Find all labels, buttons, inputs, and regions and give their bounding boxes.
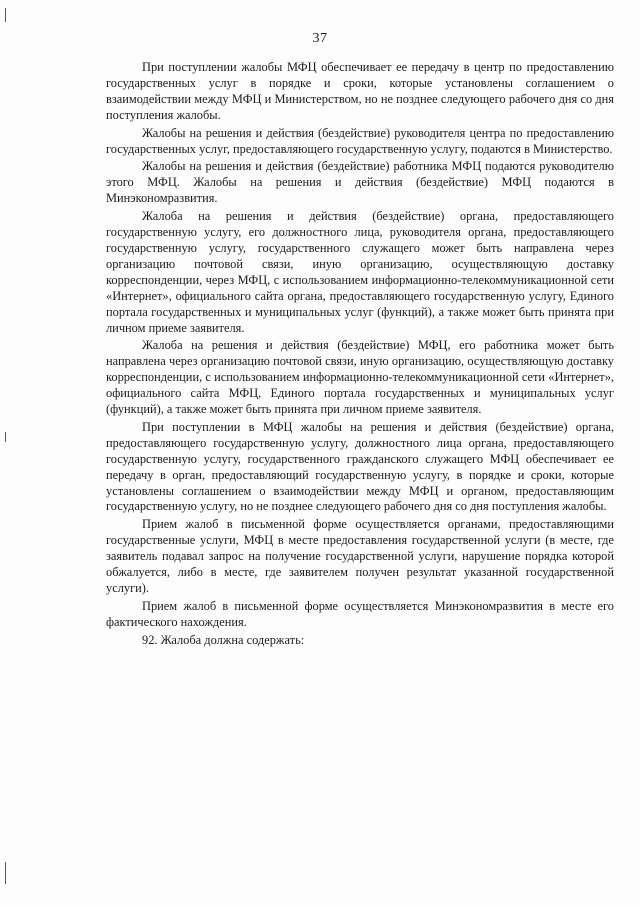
- scan-mark-middle: [5, 432, 6, 442]
- paragraph-mfc-transfer: При поступлении жалобы МФЦ обеспечивает ее передачу в центр по предоставлению государственных услуг в порядке и сроки, которые установлены соглашением о взаимодействии между МФЦ и Министерством, но не позднее следующего рабочего дня со дня поступления жалобы.: [106, 60, 614, 122]
- scan-mark-bottom: [5, 862, 6, 884]
- paragraph-complaint-contents: 92. Жалоба должна содержать:: [142, 632, 305, 647]
- paragraph-mfc-forwarding: При поступлении в МФЦ жалобы на решения и действия (бездействие) органа, предоставляющего государственную услугу, должностного лица органа, предоставляющего государственную услугу, государственного гражданского служащего МФЦ обеспечивает ее передачу в орган, предоставляющий государственную услугу, в порядке и сроки, которые установлены соглашением о взаимодействии между МФЦ и органом, предоставляющим государственную услугу, но не позднее следующего рабочего дня со дня поступления жалобы.: [106, 419, 614, 514]
- paragraph-mfc-worker-complaints: Жалобы на решения и действия (бездействие) работника МФЦ подаются руководителю этого МФЦ. Жалобы на решения и действия (бездействие) МФЦ подаются в Минэкономразвития.: [106, 159, 614, 206]
- paragraph-center-head-complaints: Жалобы на решения и действия (бездействие) руководителя центра по предоставлению государственных услуг, предоставляющего государственную услугу, подаются в Министерство.: [106, 125, 614, 156]
- paragraph-complaint-channels-organ: Жалоба на решения и действия (бездействие) органа, предоставляющего государственную услугу, его должностного лица, руководителя органа, предоставляющего государственную услугу, государственного служащего может быть направлена через организацию почтовой связи, иную организацию, осуществляющую доставку корреспонденции, через МФЦ, с использованием информационно-телекоммуникационной сети «Интернет», официального сайта органа, предоставляющего государственную услугу, Единого портала государственных и муниципальных услуг (функций), а также может быть принята при личном приеме заявителя.: [106, 209, 614, 335]
- scan-mark-top: [5, 8, 6, 22]
- paragraph-complaint-channels-mfc: Жалоба на решения и действия (бездействие) МФЦ, его работника может быть направлена через организацию почтовой связи, иную организацию, осуществляющую доставку корреспонденции, с использованием информационно-телекоммуникационной сети «Интернет», официального сайта МФЦ, Единого портала государственных и муниципальных услуг (функций), а также может быть принята при личном приеме заявителя.: [106, 338, 614, 417]
- paragraph-written-acceptance: Прием жалоб в письменной форме осуществляется органами, предоставляющими государственные услуги, МФЦ в месте предоставления государственной услуги (в месте, где заявитель подавал запрос на получение государственной услуги, нарушение порядка которой обжалуется, либо в месте, где заявителем получен результат указанной государственной услуги).: [106, 517, 614, 595]
- document-body: [106, 60, 614, 651]
- paragraph-minek-acceptance: Прием жалоб в письменной форме осуществляется Минэкономразвития в месте его фактического нахождения.: [106, 598, 614, 629]
- page-number: 37: [312, 31, 328, 46]
